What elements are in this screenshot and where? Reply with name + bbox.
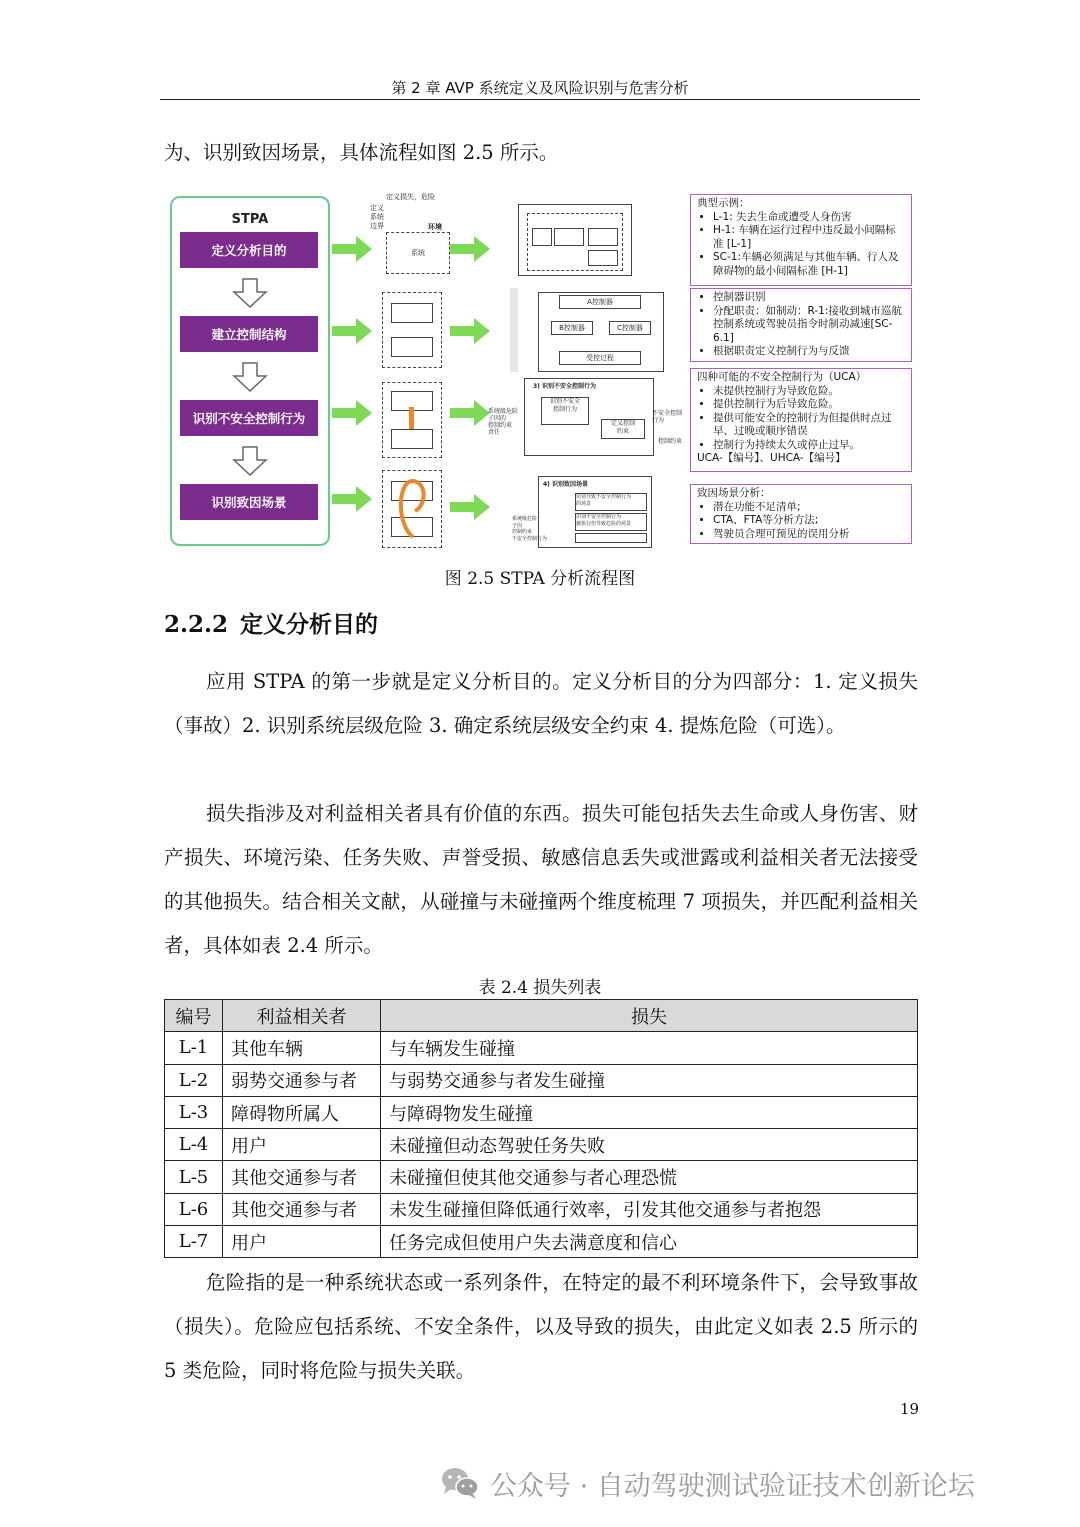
loss-table [164,999,918,1258]
table-cell: 未碰撞但使其他交通参与者心理恐慌 [381,1161,918,1193]
watermark-text: 公众号 · 自动驾驶测试验证技术创新论坛 [490,1470,975,1502]
table-cell: 用户 [223,1129,381,1161]
b-controller: B控制器 [551,321,593,335]
green-arrow-icon [332,236,372,262]
system-label: 系统 [411,249,425,257]
step-build-control-structure: 建立控制结构 [180,316,318,352]
table-header-cell: 利益相关者 [223,1000,381,1032]
info-item: • 提供可能安全的控制行为但提供时点过早、过晚或顺序错误 [713,412,905,439]
running-header: 第 2 章 AVP 系统定义及风险识别与危害分析 [391,79,689,97]
stpa-figure [160,188,922,550]
info-item: • L-1: 失去生命或遭受人身伤害 [713,211,905,225]
uca-thumb [382,382,442,458]
stpa-steps-panel [170,196,330,546]
paragraph: 危险指的是一种系统状态或一系列条件，在特定的最不利环境条件下，会导致事故（损失）。危险应包括系统、不安全条件，以及导致的损失，由此定义如表 2.5 所示的 5 类危险，同时将危险与损失关联。 [164,1271,918,1382]
info-item: • 控制行为持续太久或停止过早。 [713,439,905,453]
paragraph: 应用 STPA 的第一步就是定义分析目的。定义分析目的分为四部分：1. 定义损失（事故）2. 识别系统层级危险 3. 确定系统层级安全约束 4. 提炼危险（可选）。 [164,670,918,737]
causal-block-2: 识别不安全控制行为 被执行但导致危险的场景 [575,513,647,531]
table-row [165,1161,918,1193]
table-header-cell: 编号 [165,1000,223,1032]
table-caption: 表 2.4 损失列表 [478,978,602,998]
green-arrow-icon [450,400,490,426]
table-header-cell: 损失 [381,1000,918,1032]
table-header-row [165,1000,918,1032]
axis-bar [510,288,518,372]
uca-detail-diagram [524,378,654,456]
info-item: • 控制器识别 [713,291,905,305]
thumb-block [391,429,433,449]
green-arrow-icon [450,494,490,520]
table-cell: 与弱势交通参与者发生碰撞 [381,1064,918,1096]
causal-left-note: 系统级危险 子因 控制约束 不安全控制行为 [512,516,548,542]
green-arrow-icon [332,400,372,426]
paragraph: 损失指涉及对利益相关者具有价值的东西。损失可能包括失去生命或人身伤害、财产损失、环境污染、任务失败、声誉受损、敏感信息丢失或泄露或利益相关者无法接受的其他损失。结合相关文献，从碰撞与未碰撞两个维度梳理 7 项损失，并匹配利益相关者，具体如表 2.4 所示。 [164,802,918,957]
table-cell: L-2 [165,1064,223,1096]
thumb-block [391,337,433,357]
table-cell: 任务完成但使用户失去满意度和信心 [381,1226,918,1258]
down-arrow-icon [230,278,270,308]
uca-detail-title: 3) 识别不安全控制行为 [533,383,597,390]
wechat-watermark [440,1463,1050,1503]
table-cell: L-6 [165,1193,223,1225]
down-arrow-icon [230,362,270,392]
def-ctrl-block: 定义控制 约束 [601,419,645,439]
info-box-causal-analysis [690,484,912,544]
table-row [165,1226,918,1258]
info-item: • 潜在功能不足清单; [713,501,905,515]
green-arrow-icon [332,318,372,344]
note-define-loss: 定义损失，危险 [386,193,435,201]
table-row [165,1193,918,1225]
uca-right-note: 不安全控制 行为 [652,410,683,424]
info-box-typical-example [690,194,912,286]
control-structure-detail [538,292,664,372]
env-label: 环境 [428,223,442,231]
header-rule [160,99,920,100]
table-cell: 未发生碰撞但降低通行效率，引发其他交通参与者抱怨 [381,1193,918,1225]
table-cell: 与车辆发生碰撞 [381,1032,918,1064]
info-item: • 分配职责：如制动：R-1:接收到城市巡航控制系统或驾驶员指令时制动减速[SC-6.1] [713,305,905,346]
table-cell: 其他车辆 [223,1032,381,1064]
table-cell: 其他交通参与者 [223,1161,381,1193]
uca-left-note: 系统级危险 子因的 控制约束 责任 [488,408,519,436]
table-cell: L-3 [165,1096,223,1128]
system-boundary-box [386,232,450,274]
step-identify-causal-scenarios: 识别致因场景 [180,484,318,520]
info-box-title: 致因场景分析： [697,487,771,499]
section-title: 定义分析目的 [240,611,378,638]
info-item: • 根据职责定义控制行为与反馈 [713,345,905,359]
info-item: • H-1: 车辆在运行过程中违反最小间隔标准 [L-1] [713,224,905,251]
section-heading [164,606,378,639]
stpa-panel-title: STPA [231,212,269,227]
causal-block-1: 识别导致不安全控制行为 的场景 [575,493,647,511]
info-box-uca-types [690,368,912,472]
causal-detail-diagram [538,476,652,548]
c-controller: C控制器 [609,321,651,335]
table-row [165,1032,918,1064]
table-cell: L-7 [165,1226,223,1258]
figure-caption: 图 2.5 STPA 分析流程图 [444,569,636,589]
green-arrow-icon [450,236,490,262]
table-cell: 与障碍物发生碰撞 [381,1096,918,1128]
controlled-process: 受控过程 [559,351,641,365]
page-number: 19 [900,1400,920,1418]
table-cell: 障碍物所属人 [223,1096,381,1128]
green-arrow-icon [450,318,490,344]
info-box-control-structure [690,288,912,362]
intro-line: 为、识别致因场景，具体流程如图 2.5 所示。 [164,141,559,164]
uca-detail-block: 识别不安全 控制行为 [541,397,589,425]
info-item: • CTA、FTA等分析方法; [713,514,905,528]
table-cell: L-5 [165,1161,223,1193]
detail-block [588,250,618,266]
note-system-boundary: 定义 系统 边界 [370,204,384,230]
thumb-block [391,303,433,323]
control-structure-thumb [382,292,442,368]
info-item: • 提供控制行为后导致危险。 [713,398,905,412]
wechat-icon [440,1466,480,1500]
detail-block [588,228,618,246]
info-box-title: 四种可能的不安全控制行为（UCA） [697,371,867,383]
causal-detail-title: 4) 识别致因场景 [543,481,589,488]
uca-bottom-note: 控制约束 [658,438,683,445]
down-arrow-icon [230,446,270,476]
table-cell: 未碰撞但动态驾驶任务失败 [381,1129,918,1161]
table-cell: 用户 [223,1226,381,1258]
info-item: • 未提供控制行为导致危险。 [713,385,905,399]
detail-boundary [527,213,623,271]
step-identify-uca: 识别不安全控制行为 [180,400,318,436]
detail-block [532,228,552,246]
info-item: • SC-1:车辆必须满足与其他车辆、行人及障碍物的最小间隔标准 [H-1] [713,251,905,278]
info-item: • 驾驶员合理可预见的误用分析 [713,528,905,542]
info-box-title: 典型示例： [697,197,750,209]
loop-highlight-icon [395,475,429,541]
a-controller: A控制器 [559,295,641,309]
detail-block [554,228,584,246]
table-row [165,1129,918,1161]
highlight-arrow [409,407,414,429]
purpose-detail-diagram [518,204,632,276]
causal-thumb [382,470,442,548]
info-box-footer: UCA-【编号】、UHCA-【编号】 [697,452,846,464]
table-cell: 其他交通参与者 [223,1193,381,1225]
table-cell: L-1 [165,1032,223,1064]
step-define-purpose: 定义分析目的 [180,232,318,268]
green-arrow-icon [332,486,372,512]
table-row [165,1064,918,1096]
table-cell: L-4 [165,1129,223,1161]
table-cell: 弱势交通参与者 [223,1064,381,1096]
causal-block-3 [575,533,647,543]
table-row [165,1096,918,1128]
section-number: 2.2.2 [164,611,229,638]
